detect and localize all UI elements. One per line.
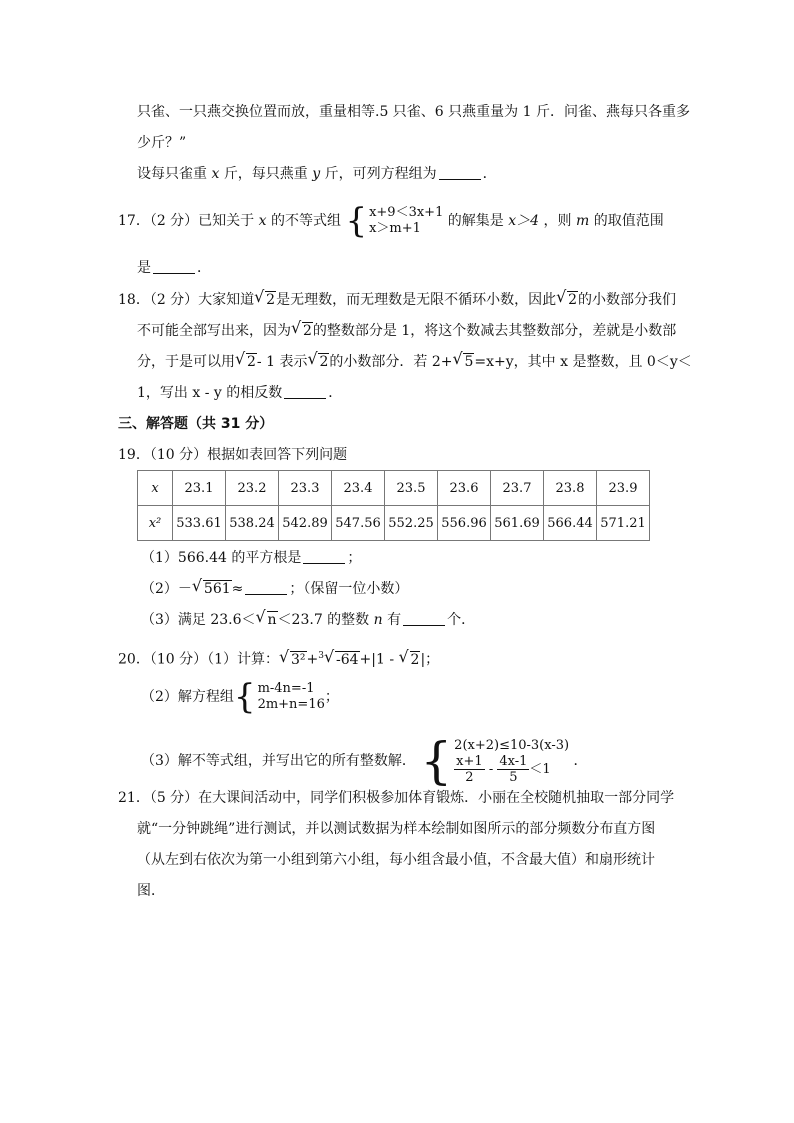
q21-line1: 21．（5 分）在大课间活动中，同学们积极参加体育锻炼．小丽在全校随机抽取一部分同学 — [118, 790, 675, 806]
answer-blank[interactable] — [245, 580, 287, 595]
table-row: x² 533.61 538.24 542.89 547.56 552.25 556.96 561.69 566.44 571.21 — [138, 506, 650, 541]
q16-line2: 少斤？” — [137, 135, 187, 151]
sqrt-symbol: √ 5 — [452, 349, 474, 370]
equation-system: m-4n=-1 2m+n=16 — [257, 681, 325, 712]
q19-part1: （1）566.44 的平方根是 ； — [141, 550, 362, 566]
q21-line3: （从左到右依次为第一小组到第六小组，每小组含最小值，不含最大值）和扇形统计 — [137, 852, 655, 868]
q20-part1: 20．（10 分）（1）计算： √ 3²+$^3$ √ -64+|1 - √ 2|； — [118, 646, 440, 668]
sqrt-symbol: √ 3² — [279, 646, 306, 668]
inequality-system: x+9＜3x+1 x＞m+1 — [369, 205, 444, 236]
inequality-system: 2(x+2)≤10-3(x-3) $\frac{x+1}{2}$ - $\frac{4x-1}{5}$ ＜1 — [454, 737, 570, 785]
q16-line1: 只雀、一只燕交换位置而放，重量相等.5 只雀、6 只燕重量为 1 斤．问雀、燕每只各重多 — [137, 104, 690, 120]
q21-line4: 图． — [137, 883, 165, 899]
answer-blank[interactable] — [153, 259, 195, 274]
answer-blank[interactable] — [303, 549, 345, 564]
sqrt-symbol: √ 2 — [235, 349, 256, 370]
sqrt-symbol: √ 561 — [191, 576, 231, 597]
section-heading: 三、解答题（共 31 分） — [118, 416, 274, 432]
table-row: x 23.1 23.2 23.3 23.4 23.5 23.6 23.7 23.8 23.9 — [138, 471, 650, 506]
q19-part3: （3）满足 23.6＜ √ n＜23.7 的整数 n 有 个． — [141, 607, 476, 628]
cube-root-symbol: √ -64 — [324, 646, 359, 668]
q17-line1: 17．（2 分）已知关于 x 的不等式组 { x+9＜3x+1 x＞m+1 的解集是 x＞4 ，则 m 的取值范围 — [118, 201, 664, 241]
sqrt-symbol: √ n — [255, 607, 277, 628]
left-brace: { — [420, 732, 453, 790]
q18-line1: 18．（2 分）大家知道 √ 2是无理数，而无理数是无限不循环小数，因此 √ 2的小数部分我们 — [118, 287, 677, 308]
q16-line3: 设每只雀重 x 斤，每只燕重 y 斤，可列方程组为 ． — [137, 166, 497, 182]
sqrt-symbol: √ 2 — [291, 318, 312, 339]
q20-part2: （2）解方程组{ m-4n=-1 2m+n=16； — [141, 677, 339, 717]
q20-part3: （3）解不等式组，并写出它的所有整数解． { 2(x+2)≤10-3(x-3) $\frac{x+1}{2}$ - $\frac{4x-1}{5}$ ＜1 ． — [141, 732, 588, 790]
answer-blank[interactable] — [439, 165, 481, 180]
q21-line2: 就“一分钟跳绳”进行测试，并以测试数据为样本绘制如图所示的部分频数分布直方图 — [137, 821, 656, 837]
q19-part2: （2）－ √ 561≈ ；（保留一位小数） — [141, 576, 409, 597]
left-brace: { — [233, 677, 256, 717]
sqrt-symbol: √ 2 — [254, 287, 276, 308]
q18-line3: 分，于是可以用 √ 2- 1 表示 √ 2的小数部分．若 2+ √ 5=x+y，其中 x 是整数，且 0＜y＜ — [137, 349, 692, 370]
sqrt-symbol: √ 2 — [307, 349, 329, 370]
q17-line2: 是 ． — [137, 260, 211, 276]
answer-blank[interactable] — [403, 611, 445, 626]
left-brace: { — [345, 201, 368, 241]
sqrt-symbol: √ 2 — [556, 287, 578, 308]
q18-line4: 1，写出 x - y 的相反数 ． — [137, 385, 343, 401]
sqrt-symbol: √ 2 — [398, 646, 420, 668]
data-table — [137, 470, 650, 541]
answer-blank[interactable] — [284, 384, 326, 399]
q19-title: 19．（10 分）根据如表回答下列问题 — [118, 447, 348, 463]
q18-line2: 不可能全部写出来，因为 √ 2的整数部分是 1，将这个数减去其整数部分，差就是小数部 — [137, 318, 677, 339]
